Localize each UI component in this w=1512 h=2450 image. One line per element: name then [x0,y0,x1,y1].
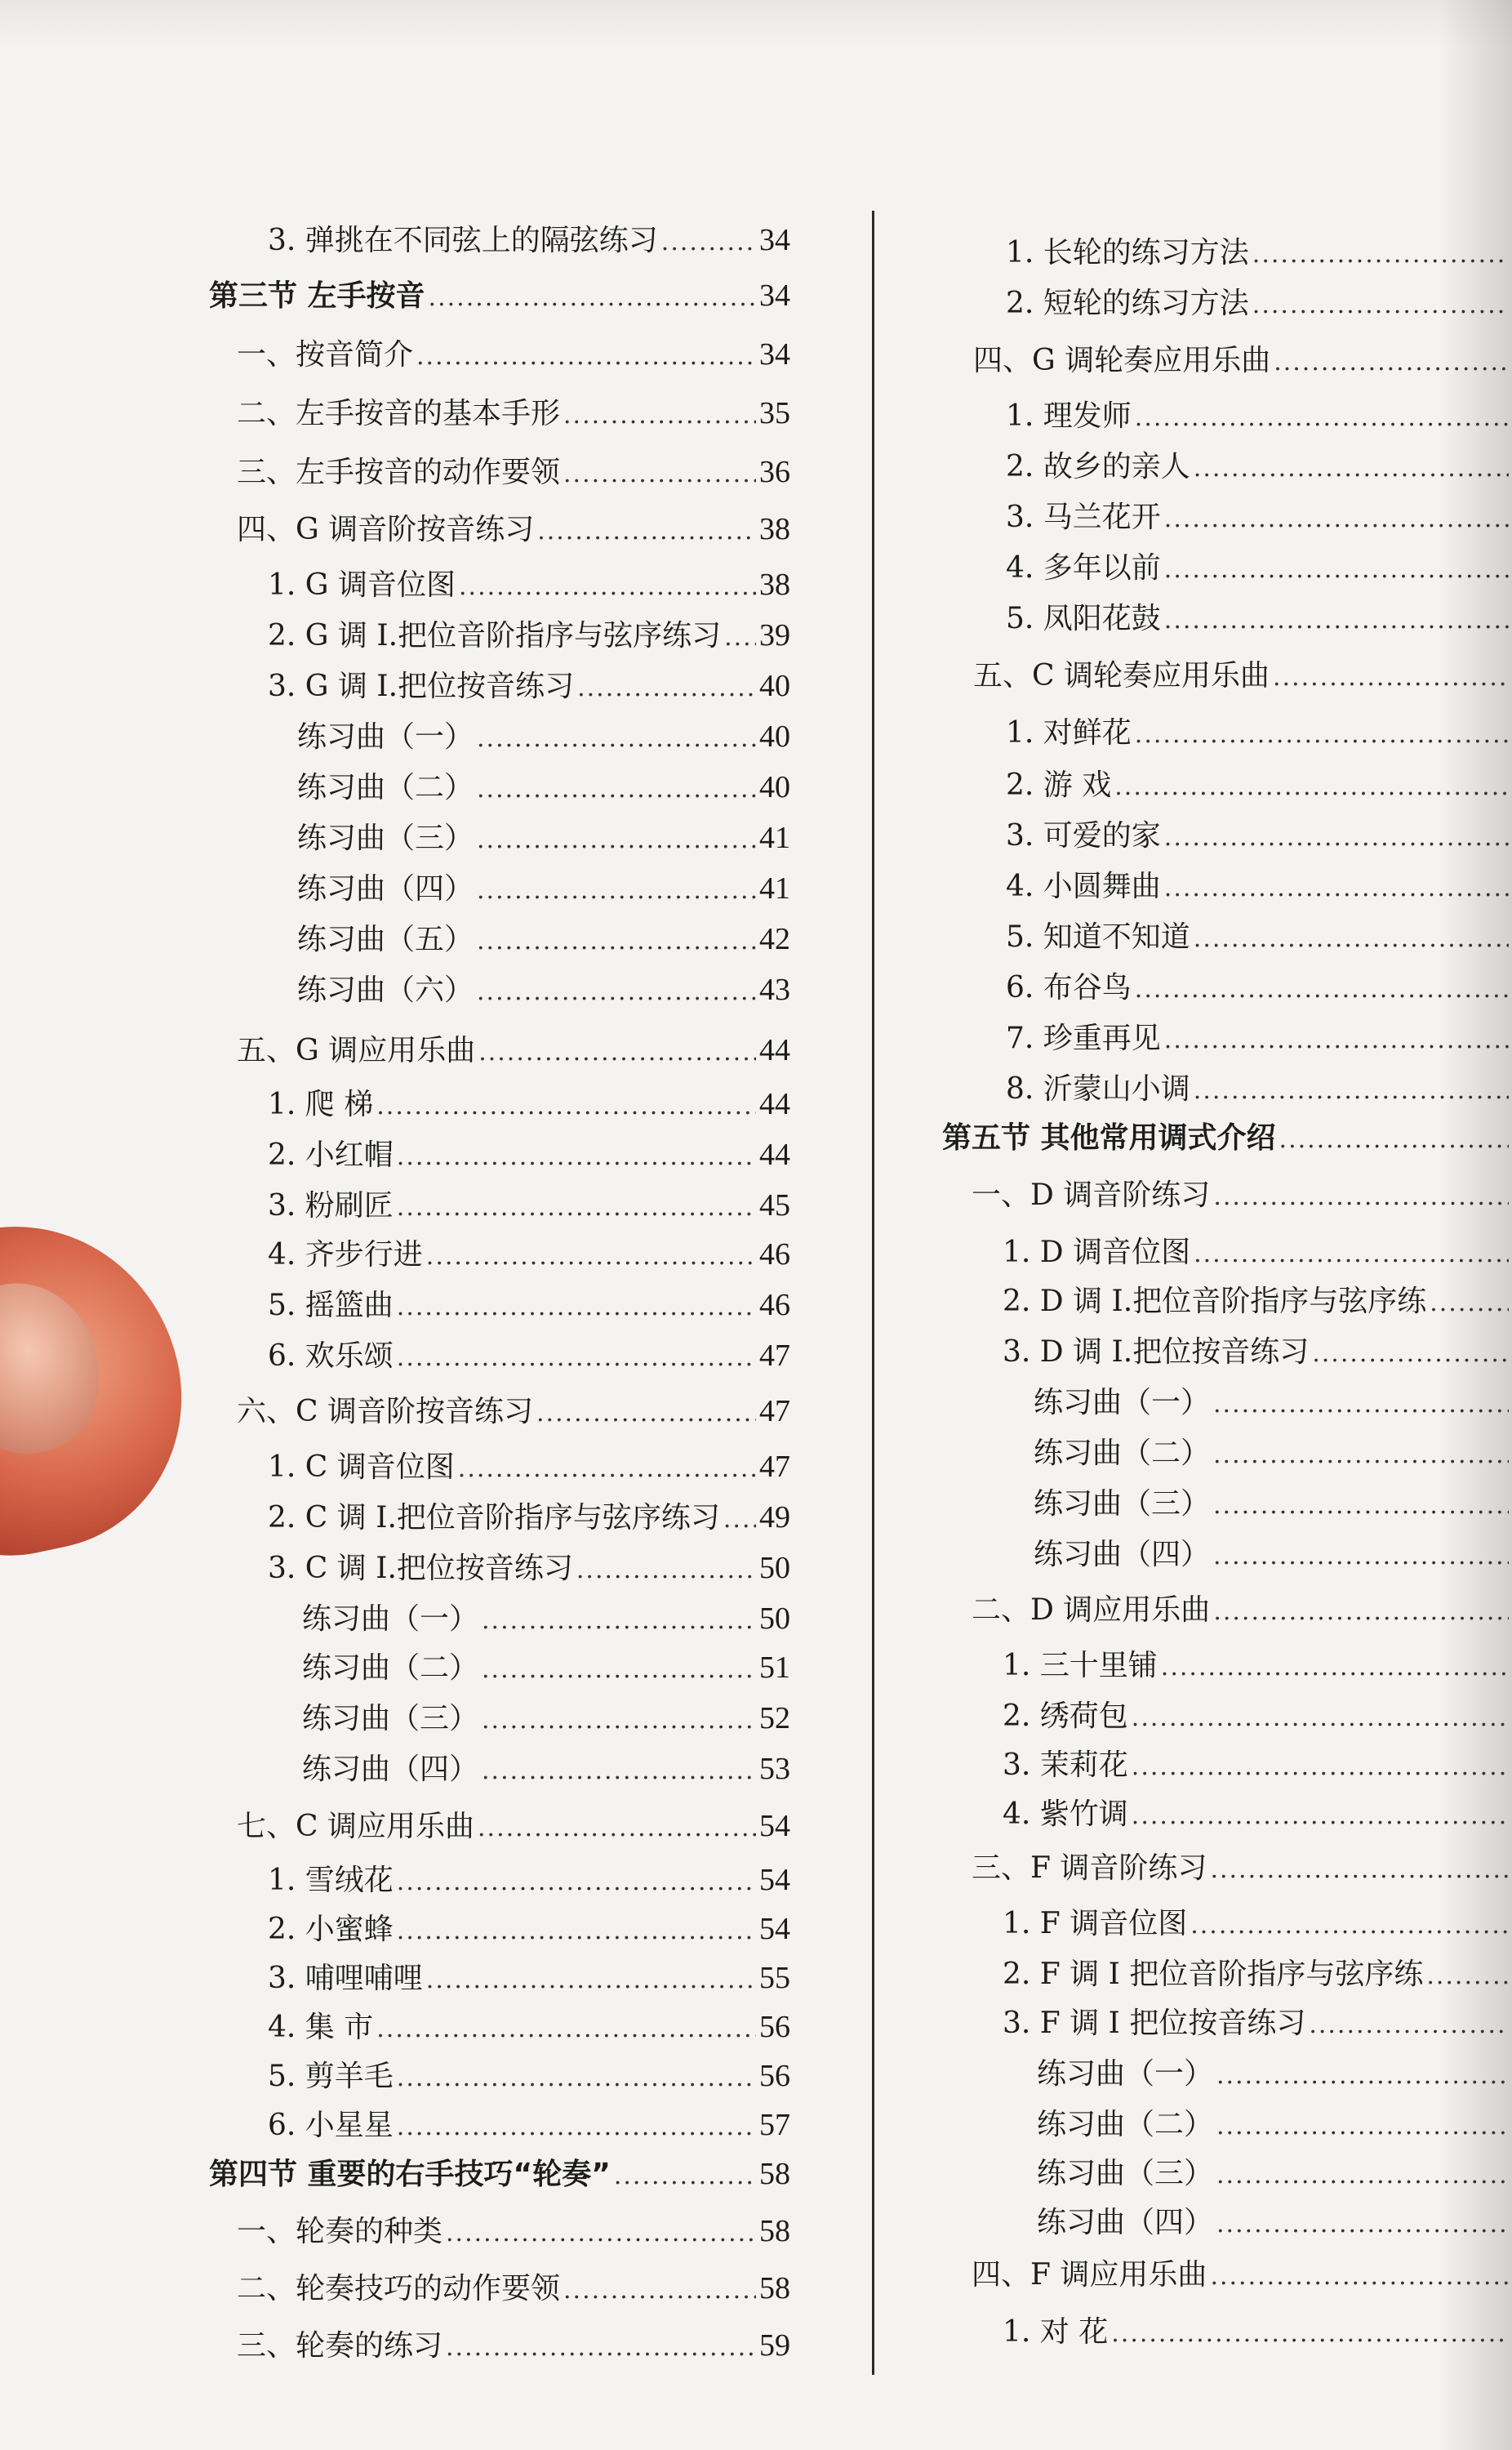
toc-entry-title: 4. 紫竹调 [1003,1797,1128,1831]
toc-entry-title: 七、C 调应用乐曲 [237,1810,474,1843]
toc-entry-title: 4. 齐步行进 [268,1238,423,1272]
toc-page-number: 44 [759,1033,790,1067]
toc-page-number: 44 [759,1087,790,1121]
toc-entry [1006,768,1512,805]
toc-entry [1006,550,1512,588]
dot-leader [426,1962,756,1998]
toc-entry [297,820,790,858]
toc-entry-title: 4. 集 市 [268,2011,374,2044]
toc-entry-title: 一、D 调音阶练习 [972,1178,1211,1212]
toc-entry-title: 2. D 调 I.把位音阶指序与弦序练 [1003,1285,1427,1318]
toc-entry-title: 2. G 调 I.把位音阶指序与弦序练习 [268,619,722,653]
toc-entry [268,1911,790,1949]
dot-leader [1216,2109,1509,2145]
toc-entry-title: 练习曲（六） [297,973,474,1007]
toc-entry [1006,715,1512,753]
toc-page-number: 39 [759,618,790,653]
toc-entry [302,1751,790,1789]
toc-page-number: 57 [759,2108,790,2142]
toc-entry-title: 3. 粉刷匠 [268,1189,394,1223]
toc-entry-title: 1. 长轮的练习方法 [1006,236,1249,270]
toc-entry-title: 4. 多年以前 [1006,551,1161,585]
dot-leader [1430,1285,1509,1321]
dot-leader [477,924,756,960]
toc-entry-title: 3. C 调 I.把位按音练习 [268,1552,573,1585]
dot-leader [376,2011,756,2047]
dot-leader [1190,1908,1509,1944]
toc-entry [297,871,790,909]
toc-entry-title: 6. 欢乐颂 [268,1339,394,1373]
dot-leader [482,1603,756,1639]
toc-entry-title: 6. 小星星 [268,2109,394,2142]
toc-page-number: 58 [759,2271,790,2305]
toc-entry-title: 三、F 调音阶练习 [972,1851,1207,1885]
toc-page-number: 42 [759,922,790,956]
toc-page-number: 34 [759,337,790,372]
toc-entry-title: 1. 对 花 [1003,2315,1109,2349]
toc-entry [237,1032,790,1071]
toc-entry-title: 练习曲（四） [1037,2206,1214,2239]
toc-entry-title: 1. D 调音位图 [1003,1236,1191,1269]
toc-entry [972,1851,1512,1888]
column-divider [872,211,874,2375]
toc-entry-title: 5. 知道不知道 [1006,920,1190,954]
toc-page-number: 43 [759,973,790,1007]
toc-page-number: 47 [759,1450,790,1484]
toc-entry-title: 第三节 左手按音 [209,279,425,313]
toc-entry [972,2257,1512,2295]
toc-entry [237,336,790,375]
dot-leader [1132,1700,1509,1736]
dot-leader [536,1396,756,1432]
toc-page-number: 35 [759,396,790,430]
toc-entry-title: 二、D 调应用乐曲 [972,1593,1211,1627]
toc-entry [972,1178,1512,1215]
toc-page-number: 34 [759,278,790,313]
toc-entry-title: 第四节 重要的右手技巧“轮奏” [209,2158,611,2191]
dot-leader [397,1864,756,1900]
toc-entry [237,1808,790,1846]
toc-entry-title: 二、左手按音的基本手形 [237,397,561,430]
dot-leader [482,1652,756,1688]
toc-entry-title: 练习曲（三） [297,822,474,855]
toc-entry-title: 二、轮奏技巧的动作要领 [237,2272,561,2305]
toc-page-number: 47 [759,1339,790,1373]
toc-page-number: 54 [759,1863,790,1897]
dot-leader [1132,1798,1509,1834]
toc-entry [1006,1071,1512,1109]
toc-entry [302,1650,790,1688]
dot-leader [1279,1122,1509,1158]
toc-entry [302,1700,790,1739]
dot-leader [397,1190,756,1226]
toc-entry [237,454,790,492]
toc-entry [268,1236,790,1275]
toc-entry-title: 五、G 调应用乐曲 [237,1034,476,1067]
toc-entry-title: 8. 沂蒙山小调 [1006,1072,1190,1106]
toc-entry [973,343,1512,381]
toc-entry [1003,2314,1512,2352]
toc-entry [1003,1699,1512,1736]
toc-entry [1006,818,1512,856]
dot-leader [478,1035,756,1071]
toc-entry-title: 1. F 调音位图 [1003,1907,1188,1940]
toc-entry [268,567,790,605]
dot-leader [477,772,756,808]
dot-leader [477,974,756,1010]
toc-entry-title: 练习曲（三） [302,1702,479,1735]
dot-leader [1216,2207,1509,2243]
toc-page-number: 36 [759,455,790,489]
toc-entry-title: 1. 爬 梯 [268,1088,374,1121]
dot-leader [576,1552,756,1588]
toc-entry-title: 3. 马兰花开 [1006,501,1161,534]
toc-entry-title: 3. 哺哩哺哩 [268,1962,423,1995]
toc-entry [1006,235,1512,273]
toc-entry-title: 四、G 调音阶按音练习 [237,513,535,546]
dot-leader [397,1340,756,1376]
dot-leader [1213,1539,1509,1575]
toc-entry-title: 五、C 调轮奏应用乐曲 [973,659,1270,693]
toc-entry [302,1601,790,1639]
toc-entry [1006,601,1512,639]
dot-leader [458,1451,756,1487]
toc-entry-title: 第五节 其他常用调式介绍 [942,1121,1276,1155]
dot-leader [1194,451,1509,487]
dot-leader [1210,2259,1509,2295]
toc-page-number: 53 [759,1752,790,1786]
toc-entry-title: 四、G 调轮奏应用乐曲 [973,344,1271,377]
dot-leader [429,280,756,316]
toc-entry [237,2213,790,2252]
toc-entry [268,222,790,261]
dot-leader [1312,1336,1509,1372]
dot-leader [537,514,756,550]
toc-entry [1037,2205,1512,2243]
toc-entry-title: 4. 小圆舞曲 [1006,870,1161,903]
toc-entry [1034,1486,1512,1524]
toc-page-number: 51 [759,1650,790,1685]
dot-leader [397,1913,756,1949]
dot-leader [1213,1594,1509,1630]
dot-leader [446,2216,756,2252]
toc-section-heading [209,2156,790,2194]
dot-leader [1164,820,1509,856]
toc-entry [297,769,790,808]
toc-entry [268,1338,790,1376]
dot-leader [459,569,756,605]
toc-entry-title: 三、左手按音的动作要领 [237,456,561,489]
toc-page-number: 40 [759,669,790,703]
toc-entry [1003,1797,1512,1834]
toc-entry-title: 六、C 调音阶按音练习 [237,1395,533,1428]
toc-entry-title: 3. F 调 I 把位按音练习 [1003,2007,1306,2040]
toc-page-number: 58 [759,2214,790,2248]
toc-entry [1006,869,1512,906]
dot-leader [482,1703,756,1739]
toc-entry-title: 5. 凤阳花鼓 [1006,602,1161,635]
toc-entry-title: 2. 小蜜蜂 [268,1913,394,1946]
dot-leader [1252,287,1509,323]
toc-section-heading [942,1120,1512,1158]
toc-entry [237,1393,790,1432]
toc-entry-title: 3. 茉莉花 [1003,1748,1128,1782]
toc-entry [268,2058,790,2096]
toc-page-number: 58 [759,2157,790,2191]
dot-leader [477,822,756,858]
toc-page-number: 54 [759,1809,790,1843]
toc-entry [973,658,1512,696]
toc-entry-title: 练习曲（一） [302,1602,479,1636]
dot-leader [1216,2058,1509,2094]
toc-entry [297,972,790,1010]
dot-leader [426,1239,756,1275]
dot-leader [478,1811,756,1846]
toc-entry-title: 1. 三十里铺 [1003,1649,1158,1682]
toc-entry [1006,970,1512,1008]
dot-leader [477,721,756,757]
toc-entry-title: 练习曲（一） [1034,1386,1211,1419]
toc-entry-title: 1. C 调音位图 [268,1450,455,1484]
dot-leader [1274,345,1509,381]
toc-entry [237,511,790,550]
toc-page-number: 50 [759,1601,790,1636]
toc-page-number: 55 [759,1961,790,1995]
toc-page-number: 59 [759,2328,790,2363]
dot-leader [614,2158,756,2194]
toc-page-number: 45 [759,1188,790,1223]
toc-entry [1006,1021,1512,1058]
toc-entry-title: 1. 雪绒花 [268,1864,394,1897]
toc-entry-title: 5. 摇篮曲 [268,1289,394,1322]
dot-leader [1426,1958,1509,1994]
toc-entry-title: 2. 小红帽 [268,1138,394,1172]
toc-entry [1003,1648,1512,1686]
dot-leader [1213,1488,1509,1524]
toc-entry [268,1449,790,1487]
toc-entry [268,1187,790,1226]
toc-entry [297,719,790,757]
dot-leader [1161,1650,1509,1686]
toc-page-number: 40 [759,770,790,804]
toc-entry [297,921,790,960]
dot-leader [563,457,756,492]
toc-entry [268,2107,790,2145]
dot-leader [397,1290,756,1325]
dot-leader [1273,660,1509,696]
toc-entry [1006,500,1512,537]
toc-entry [1003,1906,1512,1944]
toc-entry [268,1862,790,1900]
dot-leader [1164,871,1509,906]
dot-leader [724,620,756,656]
toc-entry [268,1550,790,1588]
toc-entry [1006,286,1512,323]
toc-page-number: 50 [759,1551,790,1585]
dot-leader [1194,1236,1509,1272]
dot-leader [1213,1179,1509,1215]
toc-page-number: 52 [759,1701,790,1735]
toc-entry-title: 2. 游 戏 [1006,768,1112,802]
dot-leader [1114,769,1509,805]
toc-entry [1006,449,1512,487]
toc-entry [1034,1385,1512,1423]
dot-leader [1194,921,1509,957]
toc-entry-title: 6. 布谷鸟 [1006,971,1132,1004]
toc-entry [1006,920,1512,957]
toc-entry-title: 2. C 调 I.把位音阶指序与弦序练习 [268,1501,720,1535]
toc-entry [1037,2107,1512,2145]
toc-page-number: 38 [759,568,790,602]
toc-entry-title: 练习曲（五） [297,923,474,956]
toc-entry [1037,2156,1512,2194]
toc-page-number: 44 [759,1138,790,1172]
toc-entry-title: 7. 珍重再见 [1006,1022,1161,1055]
toc-entry-title: 练习曲（二） [1037,2108,1214,2141]
dot-leader [661,225,756,261]
toc-entry-title: 练习曲（二） [302,1651,479,1685]
toc-page-number: 47 [759,1394,790,1428]
toc-page-number: 46 [759,1288,790,1322]
toc-entry-title: 3. G 调 I.把位按音练习 [268,670,575,703]
toc-entry [1006,399,1512,436]
toc-entry [972,1592,1512,1630]
toc-entry-title: 练习曲（四） [302,1753,479,1786]
dot-leader [477,873,756,909]
toc-entry-title: 练习曲（四） [1034,1538,1211,1571]
toc-entry-title: 2. 短轮的练习方法 [1006,287,1249,320]
dot-leader [446,2330,756,2366]
dot-leader [1135,717,1509,753]
dot-leader [1132,1749,1509,1785]
toc-entry [1003,1235,1512,1272]
page-edge-shadow [0,0,1512,49]
toc-entry [1003,1957,1512,1994]
toc-entry-title: 四、F 调应用乐曲 [972,2258,1207,2292]
toc-entry [268,2009,790,2047]
dot-leader [397,2109,756,2145]
dot-leader [1111,2316,1509,2352]
dot-leader [563,398,756,434]
toc-entry [237,2328,790,2366]
toc-page-number: 38 [759,512,790,546]
toc-entry [268,1960,790,1998]
dot-leader [1164,552,1509,588]
toc-entry-title: 1. 对鲜花 [1006,716,1132,750]
toc-entry-title: 练习曲（三） [1037,2157,1214,2190]
toc-entry-title: 1. G 调音位图 [268,568,456,602]
toc-entry-title: 5. 剪羊毛 [268,2060,394,2093]
toc-page-number: 40 [759,719,790,754]
toc-entry [1037,2056,1512,2094]
dot-leader [1213,1387,1509,1423]
toc-entry [268,617,790,656]
toc-entry-title: 2. 故乡的亲人 [1006,450,1190,483]
toc-section-heading [209,278,790,316]
toc-entry [1003,1748,1512,1785]
toc-entry-title: 2. F 调 I 把位音阶指序与弦序练 [1003,1958,1424,1991]
dot-leader [1210,1852,1509,1888]
toc-entry-title: 3. 可爱的家 [1006,819,1161,853]
dot-leader [723,1502,756,1538]
dot-leader [563,2273,756,2309]
toc-entry-title: 练习曲（一） [297,720,474,754]
toc-page-number: 46 [759,1237,790,1272]
toc-entry-title: 三、轮奏的练习 [237,2329,443,2363]
toc-entry-title: 3. 弹挑在不同弦上的隔弦练习 [268,224,658,257]
toc-entry [268,1137,790,1175]
dot-leader [397,1139,756,1175]
toc-entry [1003,1334,1512,1372]
toc-page-number: 56 [759,2059,790,2093]
toc-entry-title: 2. 绣荷包 [1003,1699,1128,1733]
dot-leader [397,2060,756,2096]
dot-leader [1252,237,1509,273]
toc-page-number: 34 [759,223,790,257]
toc-entry-title: 1. 理发师 [1006,399,1132,433]
toc-page-number: 54 [759,1912,790,1946]
dot-leader [1164,501,1509,537]
toc-entry-title: 一、按音简介 [237,338,414,372]
toc-entry [1034,1537,1512,1575]
dot-leader [376,1089,756,1125]
dot-leader [1135,972,1509,1008]
dot-leader [1309,2007,1509,2043]
toc-page-number: 41 [759,871,790,906]
toc-entry [268,668,790,706]
dot-leader [1216,2158,1509,2194]
dot-leader [577,670,756,706]
toc-entry [268,1086,790,1125]
dot-leader [1164,603,1509,639]
toc-entry-title: 一、轮奏的种类 [237,2215,443,2248]
toc-entry [268,1499,790,1538]
toc-entry [268,1287,790,1325]
toc-entry [237,2270,790,2309]
toc-entry [1003,2006,1512,2043]
toc-entry-title: 练习曲（三） [1034,1487,1211,1521]
toc-entry [237,395,790,434]
toc-entry [1034,1436,1512,1473]
toc-entry-title: 练习曲（二） [297,771,474,804]
toc-page-number: 56 [759,2010,790,2044]
toc-entry-title: 3. D 调 I.把位按音练习 [1003,1335,1310,1369]
dot-leader [1164,1022,1509,1058]
toc-page-number: 49 [759,1500,790,1535]
toc-entry-title: 练习曲（四） [297,872,474,906]
dot-leader [1194,1073,1509,1109]
toc-page-number: 41 [759,821,790,855]
toc-entry-title: 练习曲（一） [1037,2057,1214,2091]
dot-leader [482,1753,756,1789]
toc-entry-title: 练习曲（二） [1034,1437,1211,1470]
toc-entry [1003,1284,1512,1321]
dot-leader [416,339,756,375]
dot-leader [1213,1437,1509,1473]
dot-leader [1135,400,1509,436]
